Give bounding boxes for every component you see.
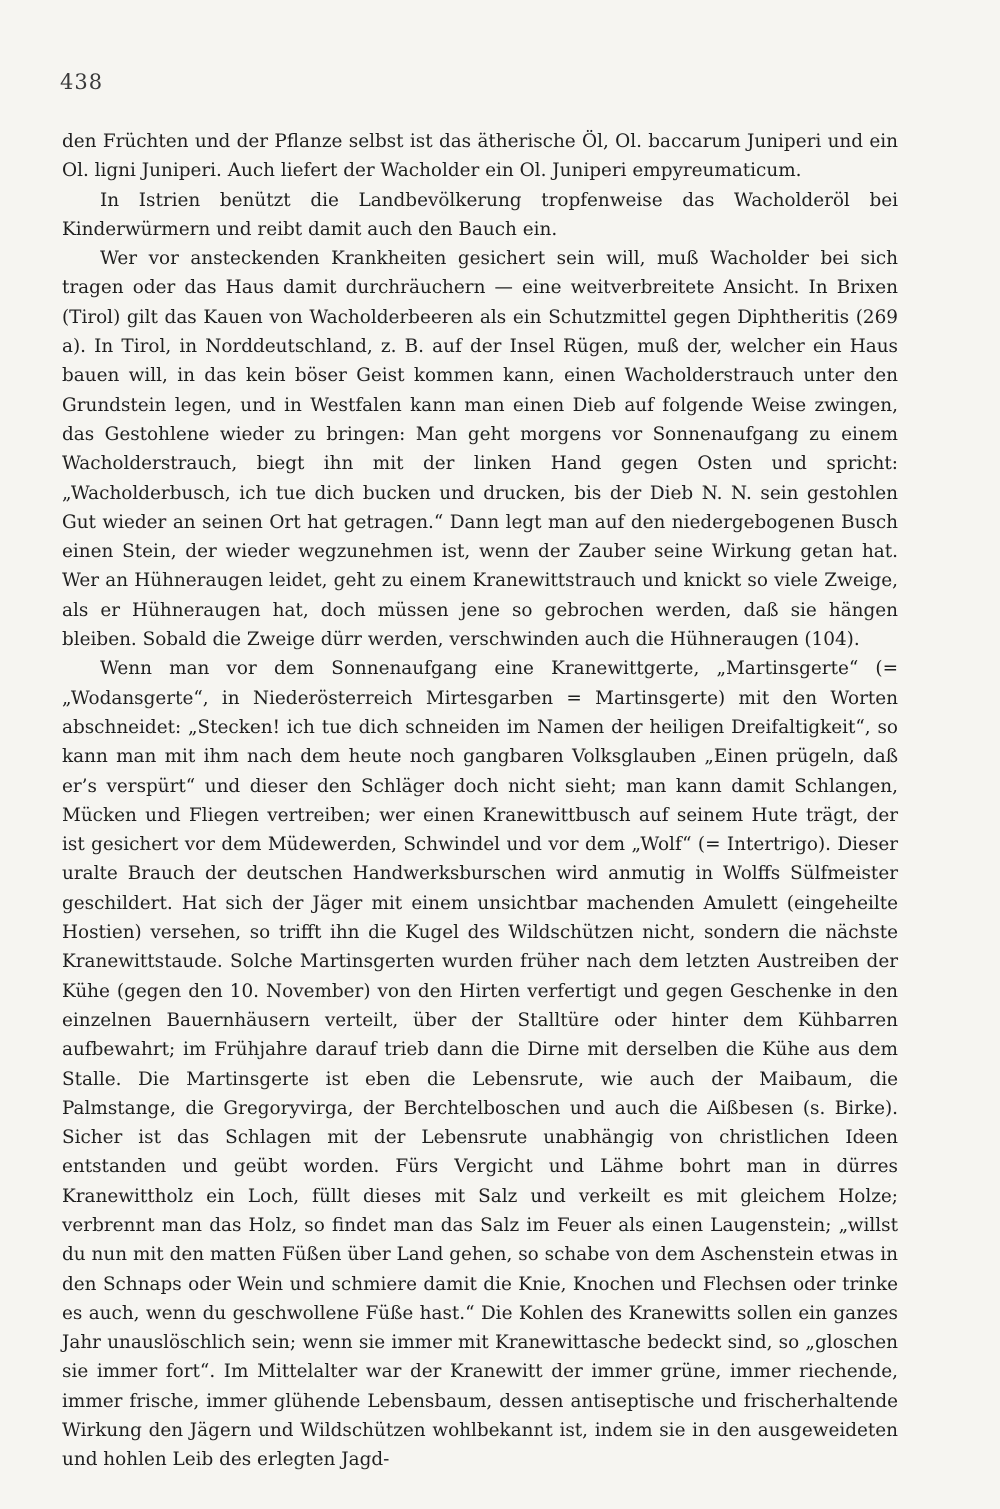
body-text <box>62 127 898 1475</box>
paragraph-krankheiten: Wer vor ansteckenden Krankheiten gesichert sein will, muß Wacholder bei sich tragen oder das Haus damit durchräuchern — eine weitverbreitete Ansicht. In Brixen (Tirol) gilt das Kauen von Wacholderbeeren als ein Schutzmittel gegen Diphtheritis (269 a). In Tirol, in Norddeutschland, z. B. auf der Insel Rügen, muß der, welcher ein Haus bauen will, in das kein böser Geist kommen kann, einen Wacholderstrauch unter den Grundstein legen, und in Westfalen kann man einen Dieb auf folgende Weise zwingen, das Gestohlene wieder zu bringen: Man geht morgens vor Sonnenaufgang zu einem Wacholderstrauch, biegt ihn mit der linken Hand gegen Osten und spricht: „Wacholderbusch, ich tue dich bucken und drucken, bis der Dieb N. N. sein gestohlen Gut wieder an seinen Ort hat getragen.“ Dann legt man auf den niedergebogenen Busch einen Stein, der wieder wegzunehmen ist, wenn der Zauber seine Wirkung getan hat. Wer an Hühneraugen leidet, geht zu einem Kranewittstrauch und knickt so viele Zweige, als er Hühneraugen hat, doch müssen jene so gebrochen werden, daß sie hängen bleiben. Sobald die Zweige dürr werden, verschwinden auch die Hühneraugen (104). <box>62 248 898 651</box>
paragraph-martinsgerte: Wenn man vor dem Sonnenaufgang eine Kranewittgerte, „Martinsgerte“ (= „Wodansgerte“, in Niederösterreich Mirtesgarben = Martinsgerte) mit den Worten abschneidet: „Stecken! ich tue dich schneiden im Namen der heiligen Dreifaltigkeit“, so kann man mit ihm nach dem heute noch gangbaren Volksglauben „Einen prügeln, daß er’s verspürt“ und dieser den Schläger doch nicht sieht; man kann damit Schlangen, Mücken und Fliegen vertreiben; wer einen Kranewittbusch auf seinem Hute trägt, der ist gesichert vor dem Müdewerden, Schwindel und vor dem „Wolf“ (= Intertrigo). Dieser uralte Brauch der deutschen Handwerksburschen wird anmutig in Wolffs Sülfmeister geschildert. Hat sich der Jäger mit einem unsichtbar machenden Amulett (eingeheilte Hostien) versehen, so trifft ihn die Kugel des Wildschützen nicht, sondern die nächste Kranewittstaude. Solche Martinsgerten wurden früher nach dem letzten Austreiben der Kühe (gegen den 10. November) von den Hirten verfertigt und gegen Geschenke in den einzelnen Bauernhäusern verteilt, über der Stalltüre oder hinter dem Kühbarren aufbewahrt; im Frühjahre darauf trieb dann die Dirne mit derselben die Kühe aus dem Stalle. Die Martinsgerte ist eben die Lebensrute, wie auch der Maibaum, die Palmstange, die Gregoryvirga, der Berchtelboschen und auch die Aißbesen (s. Birke). Sicher ist das Schlagen mit der Lebensrute unabhängig von christlichen Ideen entstanden und geübt worden. Fürs Vergicht und Lähme bohrt man in dürres Kranewittholz ein Loch, füllt dieses mit Salz und verkeilt es mit gleichem Holze; verbrennt man das Holz, so findet man das Salz im Feuer als einen Laugenstein; „willst du nun mit den matten Füßen über Land gehen, so schabe von dem Aschenstein etwas in den Schnaps oder Wein und schmiere damit die Knie, Knochen und Flechsen oder trinke es auch, wenn du geschwollene Füße hast.“ Die Kohlen des Kranewitts sollen ein ganzes Jahr unauslöschlich sein; wenn sie immer mit Kranewittasche bedeckt sind, so „gloschen sie immer fort“. Im Mittelalter war der Kranewitt der immer grüne, immer riechende, immer frische, immer glühende Lebensbaum, dessen antiseptische und frischerhaltende Wirkung den Jägern und Wildschützen wohlbekannt ist, indem sie in den ausgeweideten und hohlen Leib des erlegten Jagd- <box>62 658 898 1471</box>
paragraph-istrien: In Istrien benützt die Landbevölkerung tropfenweise das Wacholderöl bei Kinderwürmern und reibt damit auch den Bauch ein. <box>62 189 898 240</box>
paragraph-continuation: den Früchten und der Pflanze selbst ist das ätherische Öl, Ol. baccarum Juniperi und ein Ol. ligni Juniperi. Auch liefert der Wacholder ein Ol. Juniperi empyreumaticum. <box>62 131 898 182</box>
page-number: 438 <box>60 70 104 94</box>
